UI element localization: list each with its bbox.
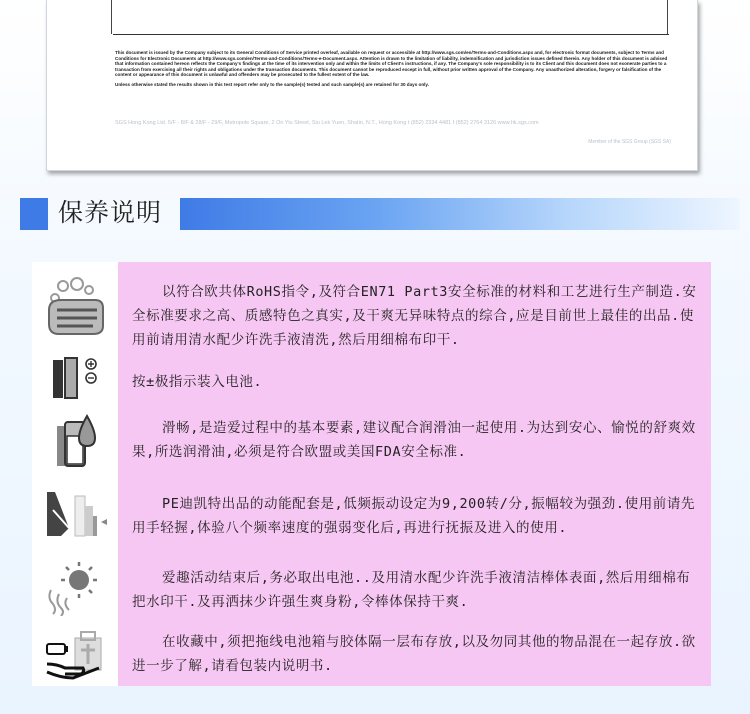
instruction-text: 滑畅,是造爱过程中的基本要素,建议配合润滑油一起使用.为达到安心、愉悦的舒爽效果,所选润滑油,必须是符合欧盟或美国FDA安全标准. xyxy=(132,420,696,460)
section-title: 保养说明 xyxy=(58,198,163,227)
battery-icon xyxy=(32,354,118,400)
instruction-text: 在收藏中,须把拖线电池箱与胶体隔一层布存放,以及勿同其他的物品混在一起存放.欲进一步了解,请看包装内说明书. xyxy=(132,634,696,674)
document-member-note: Member of the SGS Group (SGS SA) xyxy=(588,139,671,145)
document-terms-paragraph: This document is issued by the Company subject to its General Conditions of Service printed overleaf, available on request or accessible at http://www.sgs.com/en/Terms-and-Conditions.aspx and, for electronic format documents, subject to Terms and Conditions for Electronic Documents at http://www.sgs.com/en/Terms-and-Conditions/Terms-e-Document.aspx. Attention is drawn to the limitation of liability, indemnification and jurisdiction issues defined therein. Any holder of this document is advised that information contained hereon reflects the Company's findings at the time of its intervention only and within the limits of Client's instructions, if any. The Company's sole responsibility is to its Client and this document does not exonerate parties to a transaction from exercising all their rights and obligations under the transaction documents. This document cannot be reproduced except in full, without prior written approval of the Company. Any unauthorized alteration, forgery or falsification of the content or appearance of this document is unlawful and offenders may be prosecuted to the fullest extent of the law. xyxy=(115,50,668,78)
vibration-hand-icon xyxy=(32,488,118,540)
instruction-text: PE迪凯特出品的动能配套是,低频振动设定为9,200转/分,振幅较为强劲.使用前请先用手轻握,体验八个频率速度的强弱变化后,再进行抚振及进入的使用. xyxy=(132,496,696,536)
instruction-paragraph-3 xyxy=(132,416,698,464)
drying-sun-icon xyxy=(32,560,118,616)
document-address: SGS Hong Kong Ltd. 5/F - 8/F & 28/F - 29/F, Metropole Square, 2 On Yiu Street, Siu Lek Yuen, Shatin, N.T., Hong Kong t (852) 2334 4481 f (852) 2764 3126 www.hk.sgs.com xyxy=(115,120,539,126)
instruction-paragraph-5 xyxy=(132,566,698,614)
wash-hands-icon xyxy=(32,276,118,338)
document-border-left xyxy=(111,0,112,34)
instruction-paragraph-6 xyxy=(132,630,698,678)
instruction-text: 按±极指示装入电池. xyxy=(132,374,263,390)
lubricant-icon xyxy=(32,412,118,470)
instruction-paragraph-1 xyxy=(132,280,698,352)
icon-column xyxy=(32,262,118,686)
instruction-text: 爱趣活动结束后,务必取出电池..及用清水配少许洗手液清洁棒体表面,然后用细棉布把水印干.及再洒抹少许强生爽身粉,令棒体保持干爽. xyxy=(132,570,691,610)
instruction-text: 以符合欧共体RoHS指令,及符合EN71 Part3安全标准的材料和工艺进行生产制造.安全标准要求之高、质感特色之真实,及干爽无异味特点的综合,应是目前世上最佳的出品.使用前请用清水配少许洗手液清洗,然后用细棉布印干. xyxy=(132,284,697,348)
instruction-paragraph-4 xyxy=(132,492,698,540)
document-border-right xyxy=(667,0,668,34)
section-marker xyxy=(20,198,48,230)
document-retention-note: Unless otherwise stated the results shown in this test report refer only to the sample(s) tested and such sample(s) are retained for 30 days only. xyxy=(115,81,429,87)
instructions-panel xyxy=(118,262,711,686)
document-rule xyxy=(113,34,669,35)
section-header-bar xyxy=(180,198,740,230)
instruction-paragraph-2 xyxy=(132,370,698,394)
storage-box-icon xyxy=(32,628,118,682)
document-terms xyxy=(115,50,675,92)
report-document xyxy=(46,0,698,171)
